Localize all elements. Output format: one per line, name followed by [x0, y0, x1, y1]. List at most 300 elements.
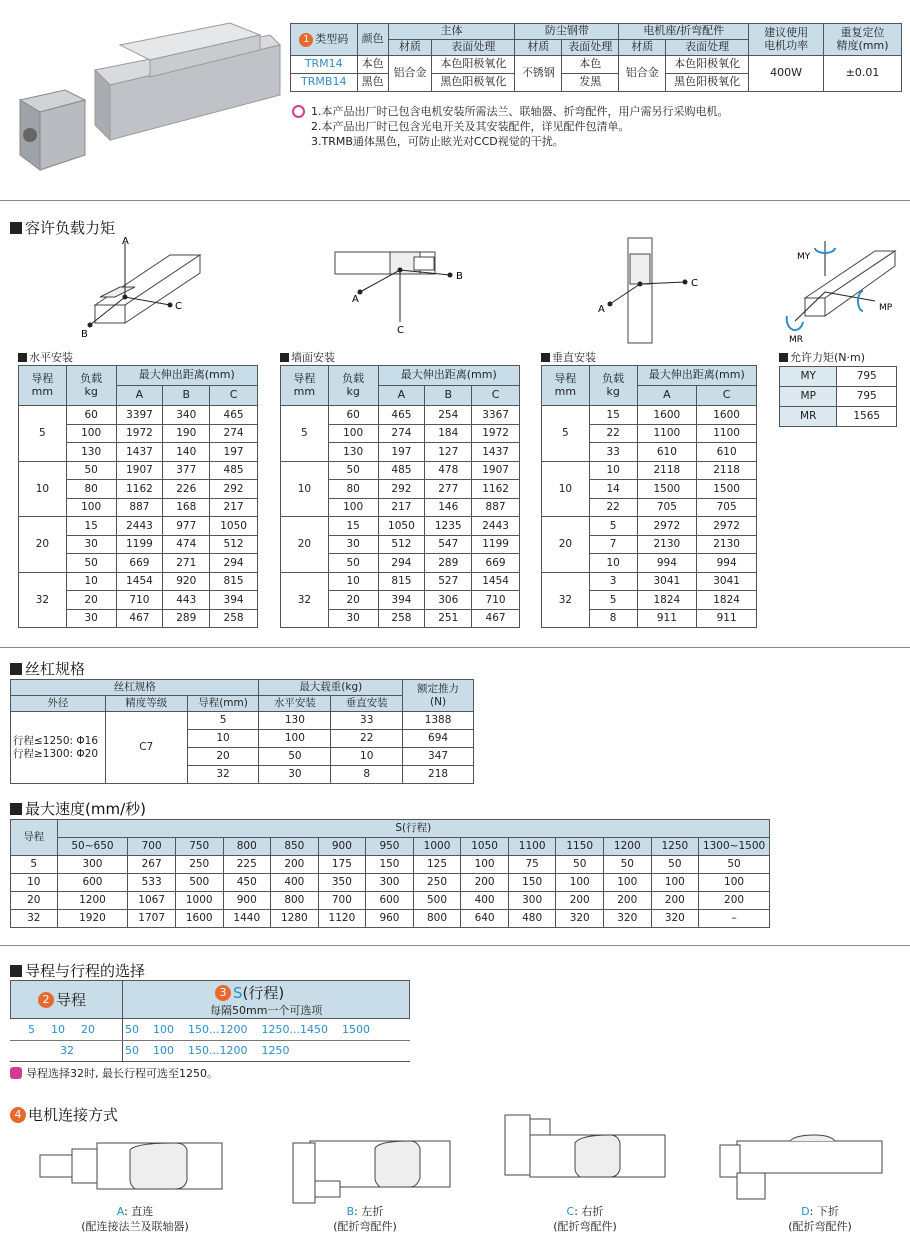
- cell: 197: [210, 443, 258, 462]
- cell: 200: [271, 856, 319, 874]
- section-speed: [10, 798, 146, 819]
- note-line: 2.本产品出厂时已包含光电开关及其安装配件，详见配件包清单。: [311, 120, 630, 133]
- moment-my-value: 795: [837, 367, 897, 387]
- cell: 294: [210, 554, 258, 573]
- power-value: 400W: [749, 56, 824, 92]
- cell: 800: [413, 910, 461, 928]
- cell: 5: [589, 517, 637, 536]
- col-color: 颜色: [357, 24, 388, 56]
- cell: 1972: [116, 424, 163, 443]
- cell: 8: [331, 766, 403, 784]
- dia-value: 行程≤1250: Φ16 行程≥1300: Φ20: [11, 712, 106, 784]
- select-table: [10, 980, 410, 1062]
- stroke-option[interactable]: 1250...1450: [261, 1023, 328, 1036]
- subtitle-vertical: 垂直安装: [541, 349, 596, 365]
- col-dist: 最大伸出距离(mm): [637, 366, 757, 386]
- cell: 100: [259, 730, 331, 748]
- cell: 320: [651, 910, 699, 928]
- bullet-icon: [18, 353, 27, 362]
- speed-col-header: 800: [223, 838, 271, 856]
- cell: 218: [403, 766, 474, 784]
- moment-mr: MR: [780, 407, 837, 427]
- diagram-moment: [775, 236, 905, 346]
- cell: 1500: [697, 480, 757, 499]
- cell: 1600: [697, 406, 757, 425]
- cell: 150: [508, 874, 556, 892]
- moment-my: MY: [780, 367, 837, 387]
- cell: 190: [163, 424, 210, 443]
- motor-option-a[interactable]: A: 直连 (配连接法兰及联轴器): [81, 1205, 189, 1233]
- cell: 887: [472, 498, 520, 517]
- cell: 340: [163, 406, 210, 425]
- lead-options-row1: [28, 1023, 95, 1036]
- lead-cell: 20: [19, 517, 67, 573]
- cell: 60: [66, 406, 116, 425]
- cell: 480: [508, 910, 556, 928]
- speed-col-header: 1100: [508, 838, 556, 856]
- motor-option-c[interactable]: C: 右折 (配折弯配件): [553, 1205, 617, 1233]
- cell: 30: [66, 609, 116, 628]
- lead-cell: 5: [281, 406, 329, 462]
- svg-text:MY: MY: [797, 252, 811, 262]
- select-lead-header: 2 导程: [38, 989, 86, 1010]
- cell: 2443: [116, 517, 163, 536]
- cell: 1437: [116, 443, 163, 462]
- section-motor: [10, 1104, 118, 1125]
- cell: 5: [187, 712, 259, 730]
- cell: 705: [637, 498, 697, 517]
- lead-cell: 20: [542, 517, 590, 573]
- cell: 467: [116, 609, 163, 628]
- cell: 200: [651, 892, 699, 910]
- cell: –: [699, 910, 770, 928]
- cell: 7: [589, 535, 637, 554]
- lead-options-row2: [60, 1044, 74, 1057]
- section-screw: [10, 658, 85, 679]
- cell: 22: [331, 730, 403, 748]
- cell: 1050: [210, 517, 258, 536]
- col-c: C: [472, 386, 520, 406]
- cell: 146: [425, 498, 472, 517]
- moment-mr-value: 1565: [837, 407, 897, 427]
- step-3-badge: 3: [215, 985, 231, 1001]
- cell: 294: [378, 554, 425, 573]
- cell: 50: [556, 856, 604, 874]
- cell: 887: [116, 498, 163, 517]
- cell: 610: [637, 443, 697, 462]
- horizontal-table: [18, 365, 258, 628]
- stroke-option[interactable]: 100: [153, 1044, 174, 1057]
- col-power: 建议使用 电机功率: [749, 24, 824, 56]
- cell: 15: [328, 517, 378, 536]
- col-a: A: [116, 386, 163, 406]
- cell: 465: [378, 406, 425, 425]
- cell: 254: [425, 406, 472, 425]
- cell: 1824: [637, 591, 697, 610]
- cell: 22: [589, 424, 637, 443]
- wall-table: [280, 365, 520, 628]
- cell: 50: [328, 461, 378, 480]
- section-title: 导程与行程的选择: [25, 962, 146, 980]
- col-stroke: S(行程): [57, 820, 769, 838]
- cell: 80: [66, 480, 116, 499]
- lead-cell: 10: [281, 461, 329, 517]
- cell: 175: [318, 856, 366, 874]
- label-c: C: [175, 301, 182, 312]
- cell: 1199: [472, 535, 520, 554]
- stroke-option[interactable]: 150...1200: [188, 1044, 248, 1057]
- cell: 168: [163, 498, 210, 517]
- col-horizontal: 水平安装: [259, 696, 331, 712]
- cell: 15: [66, 517, 116, 536]
- cell: 1120: [318, 910, 366, 928]
- table-body: [281, 406, 520, 628]
- stroke-option[interactable]: 100: [153, 1023, 174, 1036]
- cell: 450: [223, 874, 271, 892]
- table-body: [19, 406, 258, 628]
- speed-col-header: 1250: [651, 838, 699, 856]
- cell: 184: [425, 424, 472, 443]
- cell: 669: [116, 554, 163, 573]
- cell: 50: [651, 856, 699, 874]
- cell: 200: [461, 874, 509, 892]
- cell: 50: [604, 856, 652, 874]
- cell: 271: [163, 554, 210, 573]
- col-c: C: [697, 386, 757, 406]
- body-material: 铝合金: [388, 56, 432, 92]
- cell: 292: [378, 480, 425, 499]
- table-row: [542, 406, 757, 425]
- speed-col-header: 850: [271, 838, 319, 856]
- speed-col-header: 1200: [604, 838, 652, 856]
- cell: 815: [378, 572, 425, 591]
- motor-option-b[interactable]: B: 左折 (配折弯配件): [333, 1205, 397, 1233]
- cell: 100: [328, 498, 378, 517]
- diagram-vertical: [595, 234, 705, 346]
- cell: 10: [66, 572, 116, 591]
- cell: 1920: [57, 910, 128, 928]
- cell: 20: [328, 591, 378, 610]
- cell: 710: [116, 591, 163, 610]
- cell: 100: [66, 424, 116, 443]
- dust-surface: 发黑: [562, 74, 619, 92]
- cell: 1067: [128, 892, 176, 910]
- cell: 100: [66, 498, 116, 517]
- cell: 1454: [116, 572, 163, 591]
- lead-cell: 32: [19, 572, 67, 628]
- cell: 14: [589, 480, 637, 499]
- seat-material: 铝合金: [619, 56, 666, 92]
- speed-col-header: 1000: [413, 838, 461, 856]
- cell: 610: [697, 443, 757, 462]
- seat-surface: 本色阳极氧化: [666, 56, 749, 74]
- table-row: [542, 517, 757, 536]
- table-row: [19, 406, 258, 425]
- cell: 1280: [271, 910, 319, 928]
- cell: 994: [637, 554, 697, 573]
- dust-material: 不锈钢: [515, 56, 562, 92]
- cell: 467: [472, 609, 520, 628]
- section-title: 容许负载力矩: [25, 219, 116, 237]
- sub-surface: 表面处理: [562, 40, 619, 56]
- dust-surface: 本色: [562, 56, 619, 74]
- lead-option[interactable]: 20: [81, 1023, 95, 1036]
- stroke-options-row2: [125, 1044, 289, 1057]
- lead-cell: 10: [19, 461, 67, 517]
- cell: 75: [508, 856, 556, 874]
- section-bullet-icon: [10, 222, 22, 234]
- bullet-icon: [779, 353, 788, 362]
- cell: 1000: [175, 892, 223, 910]
- cell: 10: [589, 554, 637, 573]
- cell: 250: [413, 874, 461, 892]
- cell: 300: [366, 874, 414, 892]
- cell: 130: [328, 443, 378, 462]
- cell: 640: [461, 910, 509, 928]
- cell: 33: [331, 712, 403, 730]
- cell: 694: [403, 730, 474, 748]
- sub-material: 材质: [515, 40, 562, 56]
- accuracy-value: ±0.01: [824, 56, 902, 92]
- cell: 15: [589, 406, 637, 425]
- cell: 50: [66, 461, 116, 480]
- col-type-code: 1 类型码: [291, 24, 358, 56]
- section-title: 丝杠规格: [25, 660, 86, 678]
- table-row: [11, 856, 770, 874]
- body-surface: 黑色阳极氧化: [432, 74, 515, 92]
- cell: 226: [163, 480, 210, 499]
- cell: 100: [651, 874, 699, 892]
- moment-mp-value: 795: [837, 387, 897, 407]
- cell: 3: [589, 572, 637, 591]
- table-row: [542, 572, 757, 591]
- cell: 258: [378, 609, 425, 628]
- sub-surface: 表面处理: [432, 40, 515, 56]
- cell: 700: [318, 892, 366, 910]
- cell: 512: [378, 535, 425, 554]
- motor-option-d[interactable]: D: 下折 (配折弯配件): [788, 1205, 852, 1233]
- lead-option[interactable]: 10: [51, 1023, 65, 1036]
- cell: 710: [472, 591, 520, 610]
- svg-text:MP: MP: [879, 303, 893, 313]
- lead-cell: 32: [281, 572, 329, 628]
- speed-col-header: 950: [366, 838, 414, 856]
- cell: 306: [425, 591, 472, 610]
- step-4-badge: 4: [10, 1107, 26, 1123]
- sub-surface: 表面处理: [666, 40, 749, 56]
- cell: 1162: [116, 480, 163, 499]
- cell: 2130: [637, 535, 697, 554]
- table-row: [11, 874, 770, 892]
- bullet-icon: [280, 353, 289, 362]
- cell: 600: [57, 874, 128, 892]
- cell: 320: [556, 910, 604, 928]
- cell: 705: [697, 498, 757, 517]
- speed-table: [10, 819, 770, 928]
- cell: 100: [328, 424, 378, 443]
- cell: 911: [697, 609, 757, 628]
- cell: 60: [328, 406, 378, 425]
- subtitle-horizontal: 水平安装: [18, 349, 73, 365]
- svg-text:B: B: [456, 271, 463, 282]
- cell: 5: [589, 591, 637, 610]
- stroke-option[interactable]: 50: [125, 1044, 139, 1057]
- cell: 485: [378, 461, 425, 480]
- cell: 394: [378, 591, 425, 610]
- cell: 1235: [425, 517, 472, 536]
- step-1-badge: 1: [299, 33, 313, 47]
- cell: 533: [128, 874, 176, 892]
- cell: 150: [366, 856, 414, 874]
- cell: 1199: [116, 535, 163, 554]
- cell: 2972: [697, 517, 757, 536]
- lead-cell: 10: [11, 874, 58, 892]
- cell: 200: [699, 892, 770, 910]
- cell: 1100: [697, 424, 757, 443]
- speed-col-header: 700: [128, 838, 176, 856]
- cell: 200: [556, 892, 604, 910]
- stroke-option[interactable]: 1250: [261, 1044, 290, 1057]
- cell: 800: [271, 892, 319, 910]
- lead-option[interactable]: 5: [28, 1023, 35, 1036]
- speed-col-header: 50~650: [57, 838, 128, 856]
- lead-cell: 20: [281, 517, 329, 573]
- stroke-option[interactable]: 150...1200: [188, 1023, 248, 1036]
- lead-cell: 32: [11, 910, 58, 928]
- subtitle-moment: 允许力矩(N·m): [779, 349, 865, 365]
- table-row: [19, 572, 258, 591]
- color-cell: 黑色: [357, 74, 388, 92]
- speed-col-header: 750: [175, 838, 223, 856]
- cell: 2130: [697, 535, 757, 554]
- color-cell: 本色: [357, 56, 388, 74]
- cell: 320: [604, 910, 652, 928]
- cell: 50: [259, 748, 331, 766]
- select-note: 导程选择32时, 最长行程可选至1250。: [10, 1065, 218, 1081]
- cell: 100: [461, 856, 509, 874]
- cell: 30: [328, 609, 378, 628]
- cell: 197: [378, 443, 425, 462]
- speed-col-header: 900: [318, 838, 366, 856]
- cell: 100: [604, 874, 652, 892]
- cell: 2972: [637, 517, 697, 536]
- table-row: [281, 517, 520, 536]
- cell: 1162: [472, 480, 520, 499]
- cell: 527: [425, 572, 472, 591]
- cell: 960: [366, 910, 414, 928]
- col-grade: 精度等级: [105, 696, 187, 712]
- lead-cell: 20: [11, 892, 58, 910]
- cell: 900: [223, 892, 271, 910]
- cell: 289: [425, 554, 472, 573]
- col-lead: 导程 mm: [281, 366, 329, 406]
- col-thrust: 额定推力 (N): [403, 680, 474, 712]
- cell: 10: [187, 730, 259, 748]
- subtitle-wall: 墙面安装: [280, 349, 335, 365]
- col-accuracy: 重复定位 精度(mm): [824, 24, 902, 56]
- cell: 33: [589, 443, 637, 462]
- col-c: C: [210, 386, 258, 406]
- cell: 1440: [223, 910, 271, 928]
- cell: 50: [328, 554, 378, 573]
- col-a: A: [637, 386, 697, 406]
- cell: 20: [66, 591, 116, 610]
- body-surface: 本色阳极氧化: [432, 56, 515, 74]
- sub-material: 材质: [388, 40, 432, 56]
- col-load: 负载 kg: [589, 366, 637, 406]
- cell: 1050: [378, 517, 425, 536]
- cell: 130: [66, 443, 116, 462]
- cell: 2118: [697, 461, 757, 480]
- cell: 1388: [403, 712, 474, 730]
- col-vertical: 垂直安装: [331, 696, 403, 712]
- cell: 3041: [637, 572, 697, 591]
- cell: 500: [175, 874, 223, 892]
- svg-text:MR: MR: [789, 335, 804, 345]
- cell: 3397: [116, 406, 163, 425]
- cell: 30: [259, 766, 331, 784]
- cell: 920: [163, 572, 210, 591]
- cell: 512: [210, 535, 258, 554]
- cell: 50: [699, 856, 770, 874]
- product-photo: [10, 15, 285, 175]
- stroke-options-row1: [125, 1023, 370, 1036]
- cell: 127: [425, 443, 472, 462]
- moment-mp: MP: [780, 387, 837, 407]
- col-dist: 最大伸出距离(mm): [116, 366, 257, 386]
- col-lead: 导程(mm): [187, 696, 259, 712]
- cell: 1600: [175, 910, 223, 928]
- cell: 80: [328, 480, 378, 499]
- speed-col-header: 1150: [556, 838, 604, 856]
- cell: 200: [604, 892, 652, 910]
- lead-option[interactable]: 32: [60, 1044, 74, 1057]
- cell: 32: [187, 766, 259, 784]
- cell: 478: [425, 461, 472, 480]
- type-code-trm14: TRM14: [291, 56, 358, 74]
- col-dist: 最大伸出距离(mm): [378, 366, 520, 386]
- screw-table: [10, 679, 474, 784]
- table-row: [281, 461, 520, 480]
- svg-text:A: A: [352, 294, 359, 305]
- stroke-option[interactable]: 1500: [341, 1023, 370, 1036]
- cell: 1600: [637, 406, 697, 425]
- vertical-table: [541, 365, 757, 628]
- stroke-option[interactable]: 50: [125, 1023, 139, 1036]
- cell: 267: [128, 856, 176, 874]
- cell: 347: [403, 748, 474, 766]
- speed-col-header: 1300~1500: [699, 838, 770, 856]
- cell: 1100: [637, 424, 697, 443]
- col-dust: 防尘钢带: [515, 24, 619, 40]
- section-title: 最大速度(mm/秒): [25, 800, 146, 818]
- cell: 485: [210, 461, 258, 480]
- cell: 130: [259, 712, 331, 730]
- seat-surface: 黑色阳极氧化: [666, 74, 749, 92]
- cell: 911: [637, 609, 697, 628]
- speed-col-header: 1050: [461, 838, 509, 856]
- table-row: [281, 406, 520, 425]
- cell: 2118: [637, 461, 697, 480]
- step-2-badge: 2: [38, 992, 54, 1008]
- cell: 3041: [697, 572, 757, 591]
- diagram-horizontal: [75, 235, 235, 340]
- cell: 217: [378, 498, 425, 517]
- col-lead: 导程 mm: [542, 366, 590, 406]
- cell: 500: [413, 892, 461, 910]
- section-title: 电机连接方式: [28, 1106, 119, 1124]
- lead-cell: 10: [542, 461, 590, 517]
